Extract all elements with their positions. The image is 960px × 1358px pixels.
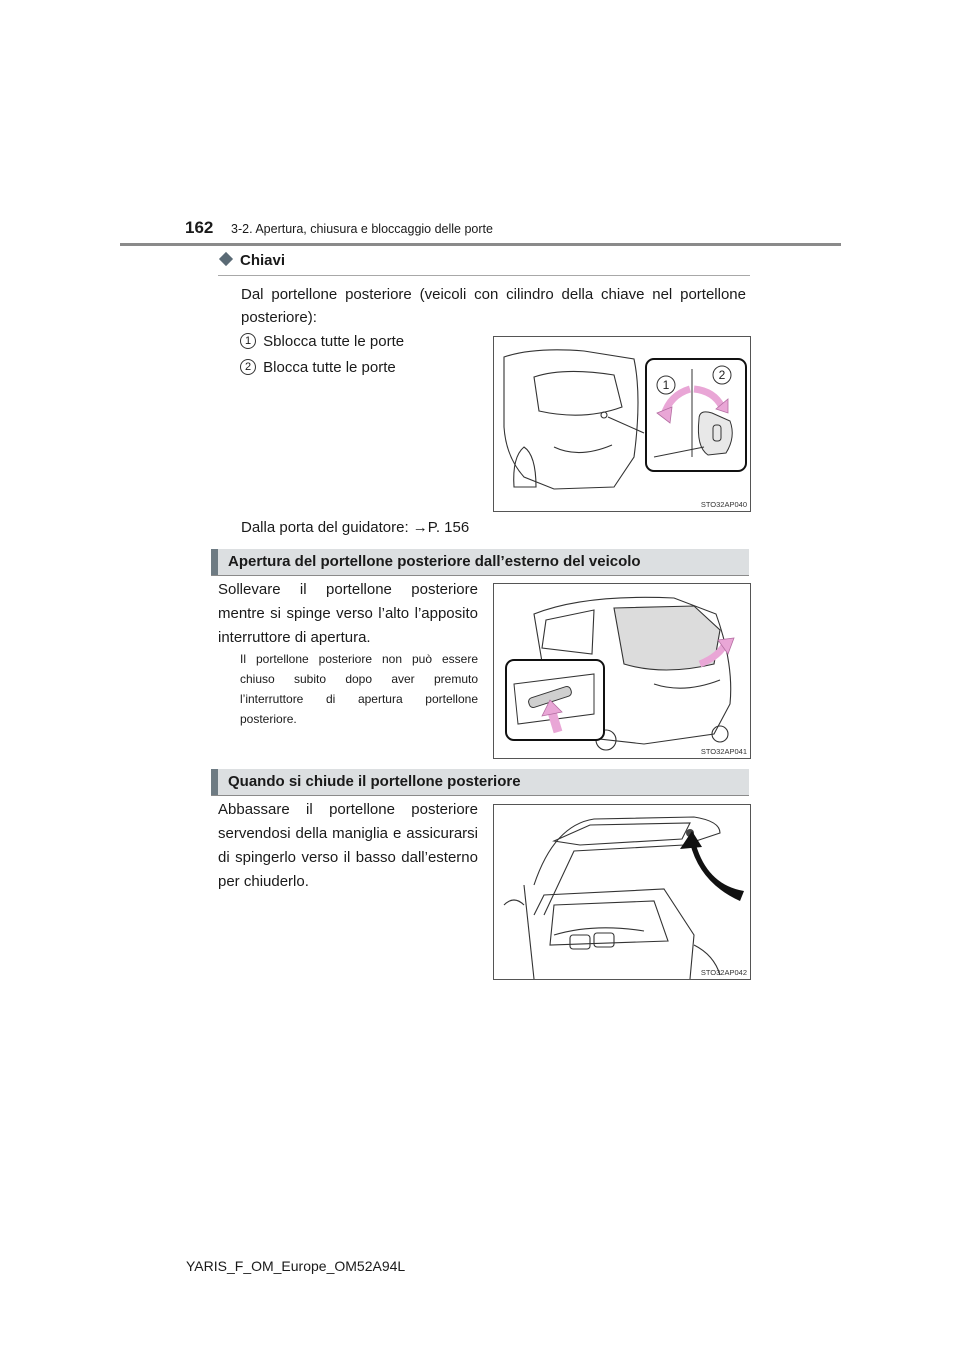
figure-code: STO32AP042 (700, 968, 747, 977)
tailgate-opening-drawing (494, 584, 750, 758)
tailgate-handle-drawing (494, 805, 750, 979)
section-title: 3-2. Apertura, chiusura e bloccaggio delle porte (231, 222, 493, 236)
closing-text: Abbassare il portellone posteriore servendosi della maniglia e assicurarsi di spingerlo verso il basso dall’esterno per chiuderlo. (218, 801, 478, 890)
page-number: 162 (185, 218, 214, 237)
number-1-icon: 1 (240, 333, 256, 349)
open-outside-text: Sollevare il portellone posteriore mentre si spinge verso l’alto l’apposito interruttore di apertura. (218, 581, 478, 646)
section-heading-open-outside (211, 549, 749, 575)
key-cylinder-illustration (493, 336, 751, 512)
figure-code: STO32AP041 (700, 747, 747, 756)
diamond-bullet-icon (219, 252, 233, 266)
list-item-label: Sblocca tutte le porte (263, 333, 405, 350)
driver-door-reference: Dalla porta del guidatore: →P. 156 (241, 519, 470, 536)
keys-heading-label: Chiavi (240, 252, 286, 269)
keys-heading (219, 252, 285, 269)
list-item (240, 333, 404, 350)
open-outside-note: Il portellone posteriore non può essere chiuso subito dopo aver premuto l’interruttore di apertura portellone posteriore. (240, 652, 478, 726)
tailgate-switch-illustration (493, 583, 751, 759)
document-id: YARIS_F_OM_Europe_OM52A94L (186, 1258, 406, 1274)
list-item-label: Blocca tutte le porte (263, 359, 396, 376)
section-heading-closing (211, 769, 749, 795)
callout-2-label: 2 (718, 368, 726, 382)
car-rear-key-drawing (494, 337, 750, 511)
section-heading-label: Quando si chiude il portellone posteriore (228, 773, 521, 790)
keys-heading-divider (218, 275, 750, 276)
figure-code: STO32AP040 (700, 500, 747, 509)
section-divider (211, 795, 749, 796)
tailgate-closing-illustration (493, 804, 751, 980)
callout-1-label: 1 (662, 378, 670, 392)
keys-intro: Dal portellone posteriore (veicoli con cilindro della chiave nel portellone posteriore): (241, 286, 746, 326)
number-2-icon: 2 (240, 359, 256, 375)
section-heading-label: Apertura del portellone posteriore dall’esterno del veicolo (228, 553, 641, 570)
section-divider (211, 575, 749, 576)
list-item (240, 359, 396, 376)
header-divider (120, 243, 841, 246)
